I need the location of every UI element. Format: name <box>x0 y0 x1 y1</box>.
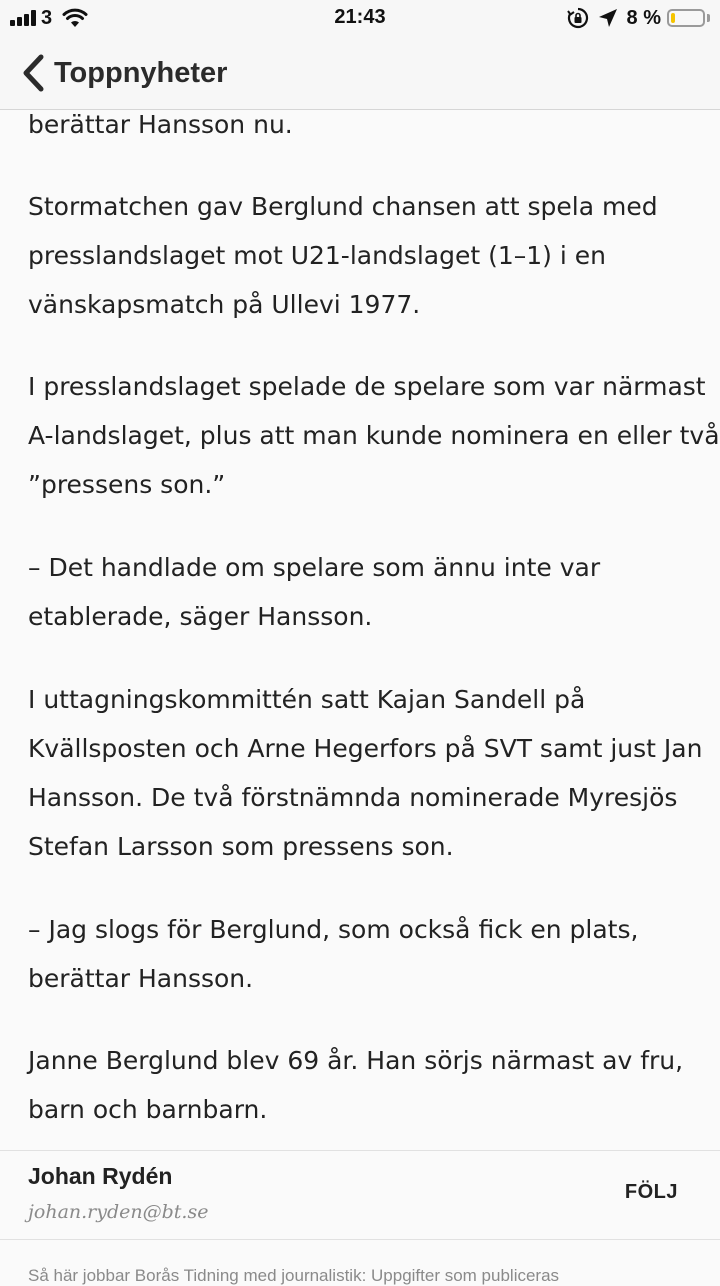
back-button[interactable] <box>20 50 227 96</box>
text-line: Stormatchen gav Berglund chansen att spela med <box>28 192 658 221</box>
battery-tip <box>707 14 710 22</box>
location-icon <box>597 7 619 29</box>
text-line: berättar Hansson nu. <box>28 110 293 139</box>
author-block <box>0 1150 720 1240</box>
article-paragraph <box>28 182 698 329</box>
article-paragraph <box>28 110 698 149</box>
text-line: Janne Berglund blev 69 år. Han sörjs närmast av fru, <box>28 1046 684 1075</box>
text-line: vänskapsmatch på Ullevi 1977. <box>28 290 421 319</box>
article-paragraph <box>28 905 698 1003</box>
text-line: ”pressens son.” <box>28 470 226 499</box>
text-line: Hansson. De två förstnämnda nominerade Myresjös <box>28 783 678 812</box>
text-line: berättar Hansson. <box>28 964 254 993</box>
back-label: Toppnyheter <box>54 56 228 89</box>
text-line: barn och barnbarn. <box>28 1095 268 1124</box>
status-right <box>567 6 710 30</box>
text-line: presslandslaget mot U21-landslaget (1–1) i en <box>28 241 606 270</box>
battery-percent: 8 % <box>626 6 661 29</box>
text-line: – Det handlade om spelare som ännu inte var <box>28 553 601 582</box>
text-line: I presslandslaget spelade de spelare som var närmast <box>28 372 706 401</box>
text-line: Kvällsposten och Arne Hegerfors på SVT samt just Jan <box>28 734 703 763</box>
nav-bar <box>0 36 720 110</box>
carrier-label: 3 <box>41 6 53 29</box>
footer-note: Så här jobbar Borås Tidning med journalistik: Uppgifter som publiceras <box>28 1266 560 1285</box>
author-name[interactable]: Johan Rydén <box>28 1163 173 1189</box>
text-line: I uttagningskommittén satt Kajan Sandell på <box>28 685 586 714</box>
article-paragraph <box>28 1036 698 1134</box>
text-line: A-landslaget, plus att man kunde nominera en eller två <box>28 421 720 450</box>
battery-fill <box>671 13 675 23</box>
article-body <box>0 110 720 1150</box>
article-paragraph <box>28 675 703 871</box>
orientation-lock-icon <box>567 7 589 29</box>
battery-icon <box>667 9 705 27</box>
follow-button[interactable]: FÖLJ <box>624 1181 678 1203</box>
text-line: – Jag slogs för Berglund, som också fick en plats, <box>28 915 639 944</box>
chevron-left-icon <box>20 53 46 93</box>
text-line: Stefan Larsson som pressens son. <box>28 832 454 861</box>
text-line: etablerade, säger Hansson. <box>28 602 373 631</box>
status-time: 21:43 <box>334 6 386 28</box>
status-bar <box>0 0 720 36</box>
author-email-link[interactable]: johan.ryden@bt.se <box>28 1201 209 1223</box>
article-paragraph <box>28 543 698 641</box>
article-paragraph <box>28 362 720 509</box>
